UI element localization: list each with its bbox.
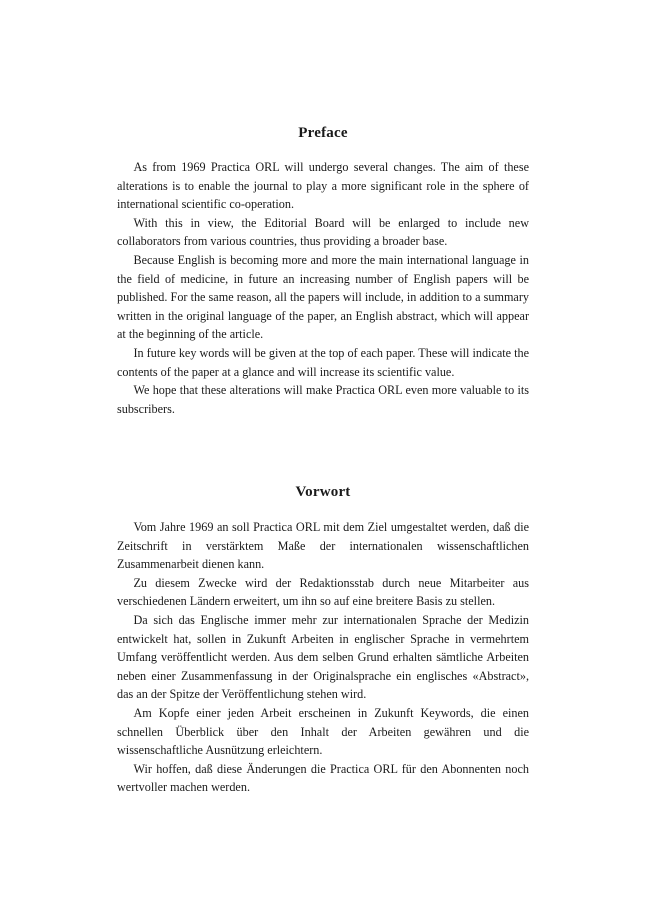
vorwort-paragraph: Vom Jahre 1969 an soll Practica ORL mit dem Ziel umgestaltet werden, daß die Zeitschrift in verstärktem Maße der internationalen wissenschaftlichen Zusammenarbeit dienen kann. — [117, 520, 529, 572]
preface-paragraph: Because English is becoming more and more the main international language in the field of medicine, in future an increasing number of English papers will be published. For the same reason, all the papers will include, in addition to a summary written in the original language of the paper, an English abstract, which will appear at the beginning of the article. — [117, 252, 529, 342]
preface-paragraph: With this in view, the Editorial Board will be enlarged to include new collaborators from various countries, thus providing a broader base. — [117, 215, 529, 249]
vorwort-paragraph: Da sich das Englische immer mehr zur internationalen Sprache der Medizin entwickelt hat, sollen in Zukunft Arbeiten in englischer Sprache in vermehrtem Umfang veröffentlicht werden. Aus dem selben Grund erhalten sämtliche Arbeiten neben einer Zusammenfassung in der Originalsprache ein englisches «Abstract», das an der Spitze der Veröffentlichung stehen wird. — [117, 612, 529, 702]
preface-heading: Preface — [298, 125, 348, 141]
vorwort-paragraph: Am Kopfe einer jeden Arbeit erscheinen in Zukunft Keywords, die einen schnellen Überblick über den Inhalt der Arbeiten gewähren und die wissenschaftliche Ausnützung erleichtern. — [117, 705, 529, 758]
preface-paragraph: We hope that these alterations will make Practica ORL even more valuable to its subscribers. — [117, 383, 529, 416]
vorwort-paragraph: Wir hoffen, daß diese Änderungen die Practica ORL für den Abonnenten noch wertvoller machen werden. — [117, 761, 529, 795]
vorwort-heading: Vorwort — [295, 484, 351, 500]
vorwort-paragraph: Zu diesem Zwecke wird der Redaktionsstab durch neue Mitarbeiter aus verschiedenen Ländern erweitert, um ihn so auf eine breitere Basis zu stellen. — [117, 575, 529, 609]
vorwort-body — [117, 518, 529, 797]
preface-body — [117, 158, 529, 418]
preface-paragraph: As from 1969 Practica ORL will undergo several changes. The aim of these alterations is to enable the journal to play a more significant role in the sphere of international scientific co-operation. — [117, 160, 529, 212]
preface-paragraph: In future key words will be given at the top of each paper. These will indicate the contents of the paper at a glance and will increase its scientific value. — [117, 345, 529, 379]
